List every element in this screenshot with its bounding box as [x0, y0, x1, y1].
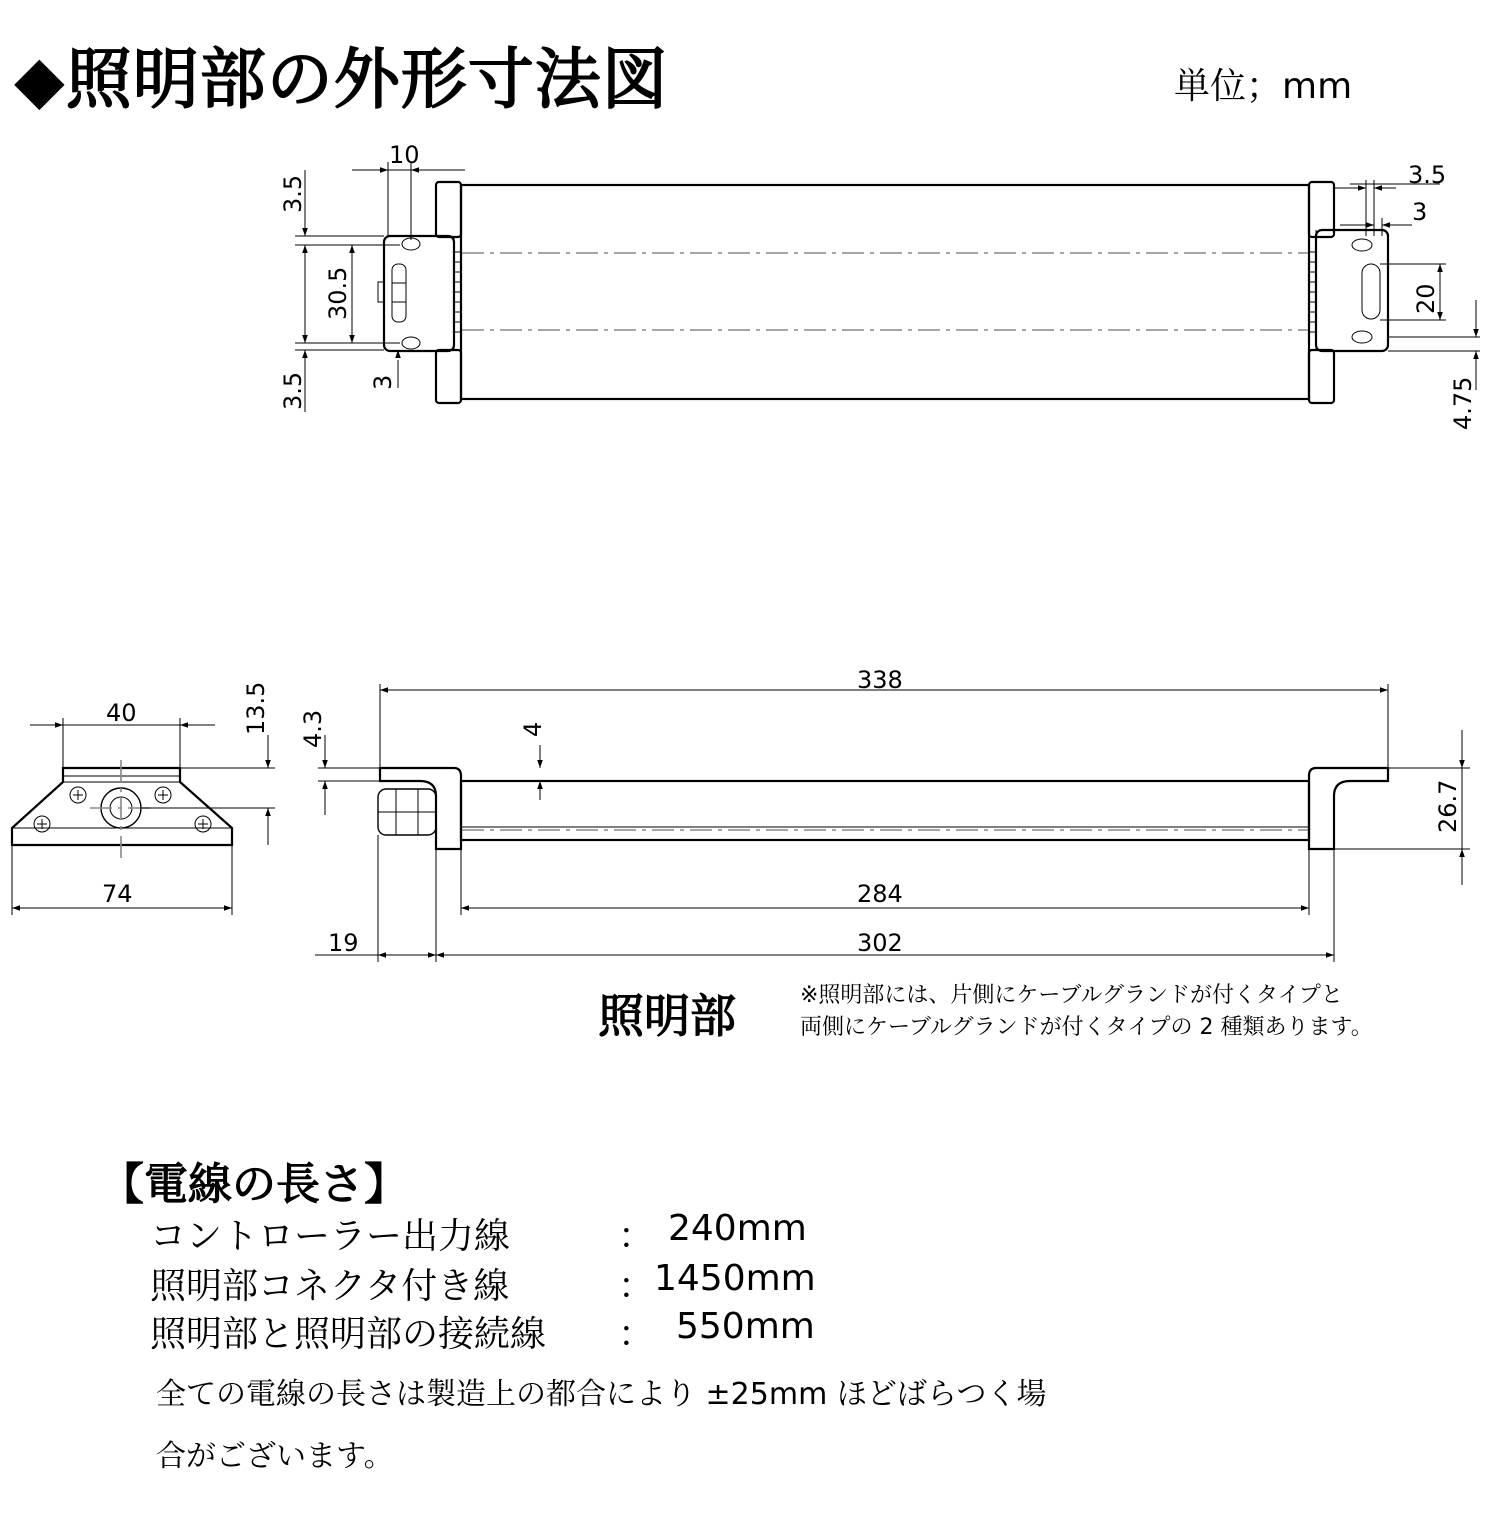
- dim-top-10: 10: [389, 141, 420, 169]
- top-left-bracket: [384, 236, 454, 351]
- dim-side-338: 338: [857, 666, 903, 694]
- top-body: [461, 185, 1309, 399]
- dim-top-20: 20: [1412, 283, 1440, 314]
- side-body: [461, 781, 1309, 840]
- side-left-bracket: [380, 768, 461, 849]
- top-left-end-lower: [436, 350, 461, 403]
- wire-colon: ：: [618, 1216, 655, 1257]
- dim-top-3-right: 3: [1412, 198, 1428, 226]
- page-title: ◆照明部の外形寸法図: [14, 41, 669, 118]
- side-right-bracket: [1309, 768, 1388, 849]
- wire-value: 240mm: [668, 1208, 807, 1249]
- dim-end-74: 74: [102, 880, 133, 908]
- wire-label: 照明部と照明部の接続線: [150, 1314, 547, 1355]
- dim-top-3-5-lower: 3.5: [279, 371, 307, 410]
- wire-value: 1450mm: [654, 1258, 816, 1299]
- end-profile: [12, 768, 232, 845]
- wire-length-heading: 【電線の長さ】: [100, 1159, 408, 1210]
- gland-note: [800, 980, 1373, 1044]
- dim-end-40: 40: [106, 699, 137, 727]
- top-view: [279, 141, 1480, 430]
- dim-end-13-5: 13.5: [242, 681, 270, 735]
- dim-side-19: 19: [328, 929, 359, 957]
- right-bracket-hole-top: [1352, 239, 1372, 251]
- dim-side-4: 4: [519, 721, 547, 737]
- dim-side-4-3: 4.3: [299, 709, 327, 748]
- wire-label: 照明部コネクタ付き線: [150, 1266, 510, 1307]
- wire-colon: ：: [618, 1266, 655, 1307]
- wire-value: 550mm: [676, 1306, 815, 1347]
- unit-label: 単位；mm: [1174, 66, 1353, 107]
- dim-side-302: 302: [857, 929, 903, 957]
- top-right-end-upper: [1309, 182, 1334, 237]
- top-left-end-upper: [436, 182, 461, 237]
- top-right-bracket: [1316, 230, 1388, 351]
- gland-note-line2: 両側にケーブルグランドが付くタイプの 2 種類あります。: [800, 1015, 1373, 1040]
- right-bracket-hole-bottom: [1352, 331, 1372, 343]
- dim-top-30-5: 30.5: [324, 266, 352, 320]
- dim-side-26-7: 26.7: [1434, 779, 1462, 833]
- wire-colon: ：: [618, 1314, 655, 1355]
- wire-label: コントローラー出力線: [150, 1216, 511, 1257]
- dim-top-3-left: 3: [369, 374, 397, 390]
- dim-side-284: 284: [857, 880, 903, 908]
- right-bracket-slot: [1362, 264, 1380, 319]
- part-label: 照明部: [598, 989, 736, 1043]
- left-bracket-hole-bottom: [402, 337, 420, 349]
- side-view: [299, 666, 1470, 962]
- dim-top-3-5-upper: 3.5: [279, 174, 307, 213]
- dim-top-4-75: 4.75: [1449, 376, 1477, 430]
- left-cable-gland-top: [392, 264, 406, 322]
- end-view: [12, 682, 275, 915]
- dim-top-3-5-right: 3.5: [1408, 161, 1447, 189]
- wire-disclaimer: 全ての電線の長さは製造上の都合により ±25mm ほどばらつく場合がございます。: [156, 1377, 1047, 1474]
- gland-note-line1: ※照明部には、片側にケーブルグランドが付くタイプと: [800, 983, 1343, 1008]
- top-right-end-lower: [1309, 350, 1334, 403]
